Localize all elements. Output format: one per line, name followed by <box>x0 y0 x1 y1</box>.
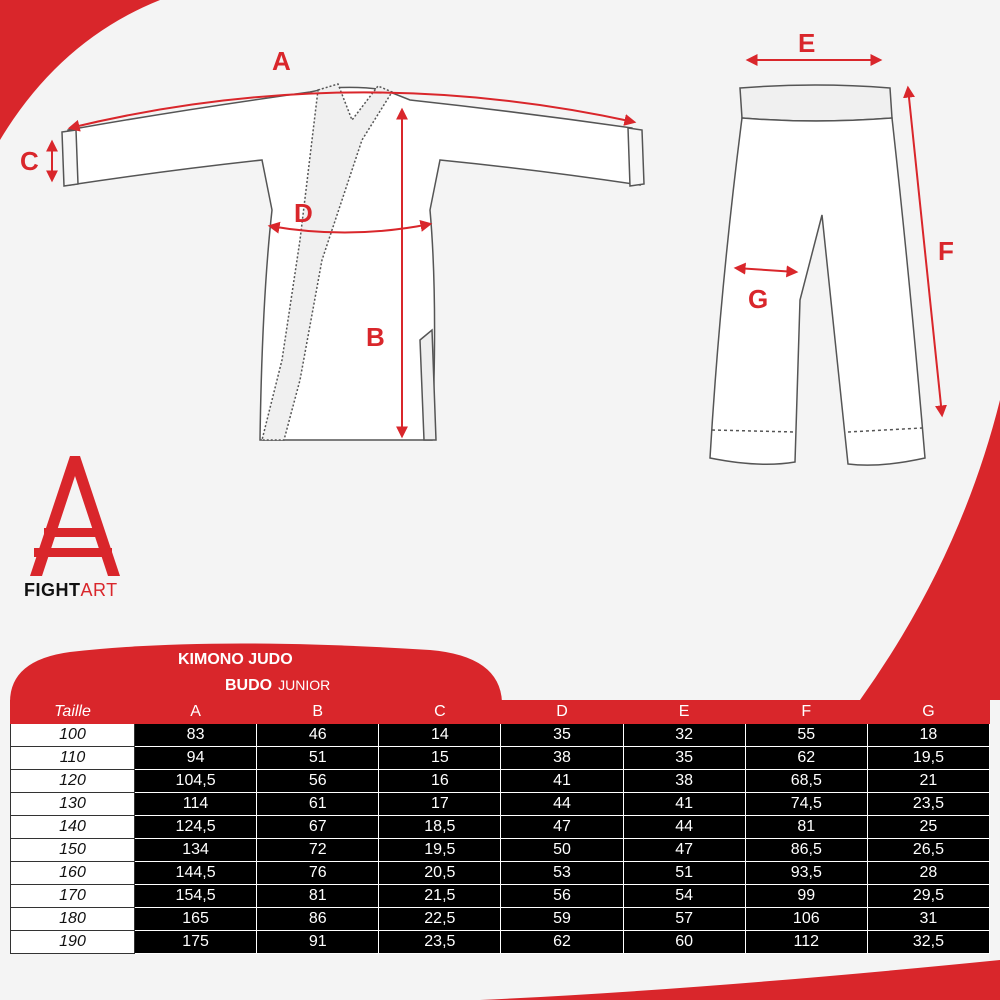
measure-cell-c: 17 <box>379 793 501 816</box>
table-row <box>11 885 990 908</box>
measure-cell-d: 53 <box>501 862 623 885</box>
subtitle-bold: BUDO <box>225 677 273 694</box>
measure-cell-c: 19,5 <box>379 839 501 862</box>
measure-cell-d: 50 <box>501 839 623 862</box>
table-body <box>11 724 990 954</box>
header-g: G <box>867 701 989 724</box>
measure-cell-f: 62 <box>745 747 867 770</box>
table-row <box>11 862 990 885</box>
measure-cell-g: 29,5 <box>867 885 989 908</box>
size-cell: 130 <box>11 793 135 816</box>
table-row <box>11 908 990 931</box>
measure-cell-e: 38 <box>623 770 745 793</box>
measure-cell-a: 144,5 <box>135 862 257 885</box>
measure-cell-g: 26,5 <box>867 839 989 862</box>
measure-cell-e: 54 <box>623 885 745 908</box>
size-cell: 180 <box>11 908 135 931</box>
size-cell: 160 <box>11 862 135 885</box>
measure-cell-c: 20,5 <box>379 862 501 885</box>
header-f: F <box>745 701 867 724</box>
measure-cell-b: 91 <box>257 931 379 954</box>
header-taille: Taille <box>11 701 135 724</box>
measure-cell-a: 134 <box>135 839 257 862</box>
measure-cell-c: 21,5 <box>379 885 501 908</box>
measure-cell-c: 22,5 <box>379 908 501 931</box>
measure-cell-f: 68,5 <box>745 770 867 793</box>
header-e: E <box>623 701 745 724</box>
measure-cell-d: 59 <box>501 908 623 931</box>
brand-name-bold: FIGHT <box>24 580 81 600</box>
measure-cell-g: 21 <box>867 770 989 793</box>
measure-cell-c: 23,5 <box>379 931 501 954</box>
label-c: C <box>20 146 39 176</box>
size-cell: 190 <box>11 931 135 954</box>
brand-name <box>24 580 118 601</box>
table-row <box>11 724 990 747</box>
size-cell: 100 <box>11 724 135 747</box>
measure-cell-g: 32,5 <box>867 931 989 954</box>
brand-name-light: ART <box>80 580 118 600</box>
label-b: B <box>366 322 385 352</box>
measure-cell-d: 47 <box>501 816 623 839</box>
measure-cell-a: 154,5 <box>135 885 257 908</box>
table-header-row <box>11 701 990 724</box>
size-cell: 140 <box>11 816 135 839</box>
table-row <box>11 770 990 793</box>
pants-illustration <box>710 85 925 465</box>
size-cell: 110 <box>11 747 135 770</box>
jacket-illustration <box>62 84 644 440</box>
measure-cell-e: 47 <box>623 839 745 862</box>
label-a: A <box>272 46 291 76</box>
measure-cell-g: 28 <box>867 862 989 885</box>
table-subtitle <box>225 677 330 695</box>
measure-cell-f: 86,5 <box>745 839 867 862</box>
table-title: KIMONO JUDO <box>178 651 293 668</box>
measure-cell-b: 76 <box>257 862 379 885</box>
measure-cell-e: 51 <box>623 862 745 885</box>
measure-cell-c: 15 <box>379 747 501 770</box>
measure-cell-b: 46 <box>257 724 379 747</box>
measure-cell-a: 83 <box>135 724 257 747</box>
measure-cell-e: 41 <box>623 793 745 816</box>
measure-cell-f: 99 <box>745 885 867 908</box>
measure-cell-d: 44 <box>501 793 623 816</box>
table-row <box>11 839 990 862</box>
measure-cell-a: 114 <box>135 793 257 816</box>
table-row <box>11 747 990 770</box>
measure-cell-c: 18,5 <box>379 816 501 839</box>
measure-cell-b: 61 <box>257 793 379 816</box>
header-a: A <box>135 701 257 724</box>
label-e: E <box>798 28 816 58</box>
measure-cell-b: 51 <box>257 747 379 770</box>
measure-cell-f: 93,5 <box>745 862 867 885</box>
measure-cell-f: 81 <box>745 816 867 839</box>
measure-cell-d: 35 <box>501 724 623 747</box>
measure-cell-a: 104,5 <box>135 770 257 793</box>
measure-cell-d: 56 <box>501 885 623 908</box>
measure-cell-e: 57 <box>623 908 745 931</box>
table-row <box>11 816 990 839</box>
measure-cell-g: 31 <box>867 908 989 931</box>
measure-cell-f: 55 <box>745 724 867 747</box>
header-b: B <box>257 701 379 724</box>
measure-cell-b: 86 <box>257 908 379 931</box>
measure-cell-b: 81 <box>257 885 379 908</box>
measure-cell-g: 19,5 <box>867 747 989 770</box>
measure-cell-g: 18 <box>867 724 989 747</box>
measure-cell-b: 67 <box>257 816 379 839</box>
measure-cell-f: 74,5 <box>745 793 867 816</box>
table-row <box>11 793 990 816</box>
measure-cell-a: 124,5 <box>135 816 257 839</box>
label-d: D <box>294 198 313 228</box>
measure-cell-e: 32 <box>623 724 745 747</box>
measure-cell-d: 41 <box>501 770 623 793</box>
subtitle-light: JUNIOR <box>278 677 331 693</box>
measure-cell-d: 38 <box>501 747 623 770</box>
size-cell: 150 <box>11 839 135 862</box>
measure-cell-f: 106 <box>745 908 867 931</box>
label-g: G <box>748 284 769 314</box>
measure-cell-a: 165 <box>135 908 257 931</box>
measure-cell-e: 35 <box>623 747 745 770</box>
measure-cell-f: 112 <box>745 931 867 954</box>
measure-cell-b: 56 <box>257 770 379 793</box>
measure-cell-c: 14 <box>379 724 501 747</box>
label-f: F <box>938 236 954 266</box>
header-d: D <box>501 701 623 724</box>
measure-cell-e: 44 <box>623 816 745 839</box>
measure-cell-g: 25 <box>867 816 989 839</box>
measure-cell-a: 94 <box>135 747 257 770</box>
measure-cell-d: 62 <box>501 931 623 954</box>
size-cell: 170 <box>11 885 135 908</box>
table-row <box>11 931 990 954</box>
measure-cell-e: 60 <box>623 931 745 954</box>
measure-cell-c: 16 <box>379 770 501 793</box>
measure-cell-b: 72 <box>257 839 379 862</box>
header-c: C <box>379 701 501 724</box>
measure-cell-g: 23,5 <box>867 793 989 816</box>
measure-cell-a: 175 <box>135 931 257 954</box>
size-cell: 120 <box>11 770 135 793</box>
size-table <box>10 700 990 954</box>
